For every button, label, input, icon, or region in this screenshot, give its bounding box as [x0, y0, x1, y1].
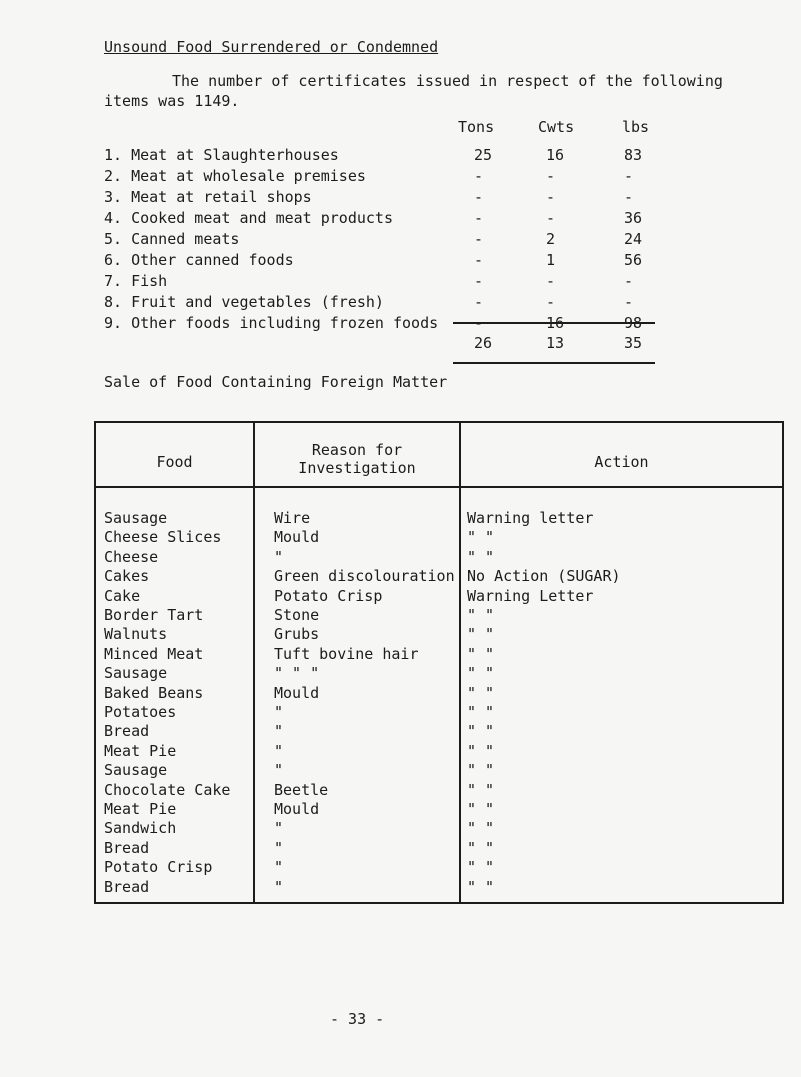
certificate-tons-value: - [474, 251, 484, 269]
action-cell: " " [467, 877, 495, 896]
certificate-cwts-value: 16 [546, 314, 565, 332]
certificate-lbs-value: 56 [624, 251, 643, 269]
certificate-tons-value: 25 [474, 146, 493, 164]
food-cell: Cheese Slices [104, 528, 222, 547]
reason-cell: " [274, 858, 284, 877]
action-cell: " " [467, 683, 495, 702]
column-header-lbs: lbs [622, 118, 650, 136]
reason-cell: Potato Crisp [274, 586, 383, 605]
certificate-tons-value: - [474, 272, 484, 290]
reason-cell: Beetle [274, 780, 329, 799]
food-cell: Walnuts [104, 625, 168, 644]
certificate-tons-value: - [474, 314, 484, 332]
food-cell: Sausage [104, 664, 168, 683]
reason-cell: " [274, 741, 284, 760]
food-cell: Chocolate Cake [104, 780, 231, 799]
food-cell: Cakes [104, 567, 150, 586]
action-cell: " " [467, 722, 495, 741]
column-header-tons: Tons [458, 118, 495, 136]
total-lbs-value: 35 [624, 334, 643, 352]
certificate-item-label: 8. Fruit and vegetables (fresh) [104, 293, 384, 311]
certificate-lbs-value: 98 [624, 314, 643, 332]
header-action: Action [594, 453, 649, 471]
food-cell: Bread [104, 838, 150, 857]
action-cell: " " [467, 800, 495, 818]
column-header-cwts: Cwts [538, 118, 575, 136]
section-heading: Sale of Food Containing Foreign Matter [104, 373, 448, 391]
reason-cell: Mould [274, 528, 320, 547]
certificate-item-label: 5. Canned meats [104, 230, 240, 248]
certificate-lbs-value: - [624, 167, 634, 185]
certificate-item-label: 2. Meat at wholesale premises [104, 167, 366, 185]
certificate-item-label: 6. Other canned foods [104, 251, 294, 269]
reason-cell: " " " [274, 664, 320, 683]
column-divider [459, 423, 461, 902]
action-cell: " " [467, 858, 495, 877]
certificate-cwts-value: 1 [546, 251, 556, 269]
certificate-tons-value: - [474, 188, 484, 206]
certificate-cwts-value: - [546, 167, 556, 185]
action-cell: " " [467, 761, 495, 780]
certificate-tons-value: - [474, 230, 484, 248]
food-cell: Meat Pie [104, 800, 177, 818]
certificate-tons-value: - [474, 293, 484, 311]
certificate-tons-value: - [474, 167, 484, 185]
action-cell: Warning Letter [467, 586, 594, 605]
certificate-cwts-value: - [546, 272, 556, 290]
action-cell: " " [467, 644, 495, 663]
food-cell: Sausage [104, 761, 168, 780]
certificate-item-label: 1. Meat at Slaughterhouses [104, 146, 339, 164]
foreign-matter-table [94, 421, 784, 904]
intro-line: items was 1149. [104, 92, 240, 110]
certificate-item-label: 3. Meat at retail shops [104, 188, 312, 206]
action-cell: " " [467, 528, 495, 547]
certificate-lbs-value: - [624, 272, 634, 290]
food-cell: Minced Meat [104, 644, 204, 663]
food-cell: Sausage [104, 509, 168, 527]
certificate-item-label: 9. Other foods including frozen foods [104, 314, 439, 332]
page-number: - 33 - [330, 1010, 385, 1028]
reason-cell: " [274, 761, 284, 780]
certificate-lbs-value: - [624, 293, 634, 311]
section-heading: Unsound Food Surrendered or Condemned [104, 38, 439, 56]
food-cell: Bread [104, 877, 150, 896]
reason-cell: " [274, 722, 284, 741]
food-cell: Bread [104, 722, 150, 741]
action-cell: " " [467, 664, 495, 683]
certificate-lbs-value: - [624, 188, 634, 206]
total-cwts-value: 13 [546, 334, 565, 352]
certificate-cwts-value: - [546, 209, 556, 227]
food-cell: Meat Pie [104, 741, 177, 760]
food-cell: Cake [104, 586, 141, 605]
certificate-cwts-value: 2 [546, 230, 556, 248]
action-cell: " " [467, 838, 495, 857]
food-cell: Potatoes [104, 703, 177, 721]
action-cell: " " [467, 703, 495, 721]
food-cell: Sandwich [104, 819, 177, 838]
reason-cell: " [274, 703, 284, 721]
certificate-lbs-value: 83 [624, 146, 643, 164]
header-divider [96, 486, 782, 488]
header-food: Food [156, 453, 193, 471]
reason-cell: Stone [274, 606, 320, 624]
header-reason: Reason for Investigation [298, 441, 416, 477]
reason-cell: Mould [274, 683, 320, 702]
reason-cell: Mould [274, 800, 320, 818]
certificate-cwts-value: - [546, 188, 556, 206]
certificate-lbs-value: 24 [624, 230, 643, 248]
action-cell: Warning letter [467, 509, 594, 527]
action-cell: " " [467, 741, 495, 760]
food-cell: Border Tart [104, 606, 204, 624]
reason-cell: Tuft bovine hair [274, 644, 419, 663]
reason-cell: " [274, 819, 284, 838]
reason-cell: " [274, 877, 284, 896]
certificate-item-label: 4. Cooked meat and meat products [104, 209, 393, 227]
total-tons-value: 26 [474, 334, 493, 352]
reason-cell: " [274, 838, 284, 857]
action-cell: " " [467, 606, 495, 624]
action-cell: " " [467, 625, 495, 644]
certificate-cwts-value: 16 [546, 146, 565, 164]
reason-cell: Green discolouration [274, 567, 455, 586]
action-cell: " " [467, 819, 495, 838]
intro-line: The number of certificates issued in respect of the following [172, 72, 723, 90]
reason-cell: " [274, 547, 284, 566]
reason-cell: Grubs [274, 625, 320, 644]
action-cell: " " [467, 547, 495, 566]
action-cell: " " [467, 780, 495, 799]
certificate-tons-value: - [474, 209, 484, 227]
certificate-cwts-value: - [546, 293, 556, 311]
food-cell: Baked Beans [104, 683, 204, 702]
food-cell: Potato Crisp [104, 858, 213, 877]
action-cell: No Action (SUGAR) [467, 567, 621, 586]
food-cell: Cheese [104, 547, 159, 566]
certificate-item-label: 7. Fish [104, 272, 168, 290]
column-divider [253, 423, 255, 902]
certificate-lbs-value: 36 [624, 209, 643, 227]
total-rule-bottom [453, 362, 655, 364]
reason-cell: Wire [274, 509, 311, 527]
